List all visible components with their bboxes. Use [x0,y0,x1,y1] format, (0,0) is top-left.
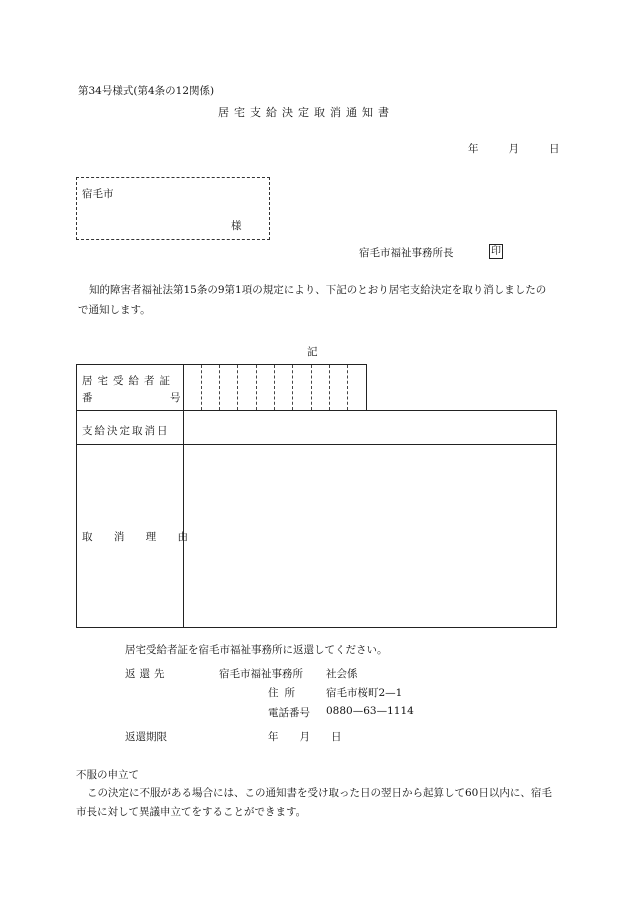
cancel-date-label: 支給決定取消日 [82,425,170,437]
recipient-city: 宿毛市 [82,188,114,200]
date-month: 月 [508,143,519,155]
table-left-line [76,364,77,628]
digit-divider [256,365,257,410]
seal-mark: 印 [491,246,501,257]
cert-number-label-top: 居宅受給者証 [82,375,175,387]
digit-divider [292,365,293,410]
table-right-line [556,410,557,628]
cert-number-label-go: 号 [170,392,181,404]
digit-divider [329,365,330,410]
digit-divider [237,365,238,410]
address-value: 宿毛市桜町2—1 [326,687,403,699]
issue-date [468,141,560,156]
digit-divider [219,365,220,410]
phone-label: 電話番号 [268,707,310,719]
objection-heading: 不服の申立て [76,769,139,781]
return-destination-section: 社会係 [326,668,358,680]
cancel-reason-label: 取 消 理 由 [82,531,189,543]
phone-value: 0880—63—1114 [326,705,414,717]
return-destination-value: 宿毛市福祉事務所 [219,668,303,680]
cert-number-label-ban: 番 [82,392,93,404]
digit-divider [311,365,312,410]
date-year: 年 [468,143,479,155]
form-number: 第34号様式(第4条の12関係) [78,85,215,97]
ki-heading: 記 [307,346,318,358]
row2-bottom-line [76,444,557,445]
table-bottom-line [76,627,557,628]
digit-divider [347,365,348,410]
recipient-honorific: 様 [231,220,242,232]
table-label-divider [183,364,184,628]
digit-divider [201,365,202,410]
return-destination-label: 返還先 [125,668,169,680]
return-deadline-value: 年 月 日 [268,731,342,743]
return-deadline-label: 返還期限 [125,731,167,743]
document-title: 居宅支給決定取消通知書 [218,106,394,119]
address-label: 住所 [268,687,301,699]
table-top-line [76,364,367,365]
row1-bottom-line [76,410,557,411]
digit-divider [274,365,275,410]
notice-body: 知的障害者福祉法第15条の9第1項の規定により、下記のとおり居宅支給決定を取り消しましたので通知します。 [78,284,547,316]
date-day: 日 [549,143,560,155]
cert-cell-right-line [366,364,367,411]
return-note: 居宅受給者証を宿毛市福祉事務所に返還してください。 [125,644,388,656]
objection-text: この決定に不服がある場合には、この通知書を受け取った日の翌日から起算して60日以内に、宿毛市長に対して異議申立てをすることができます。 [76,787,552,818]
issuer-name: 宿毛市福祉事務所長 [359,247,454,259]
